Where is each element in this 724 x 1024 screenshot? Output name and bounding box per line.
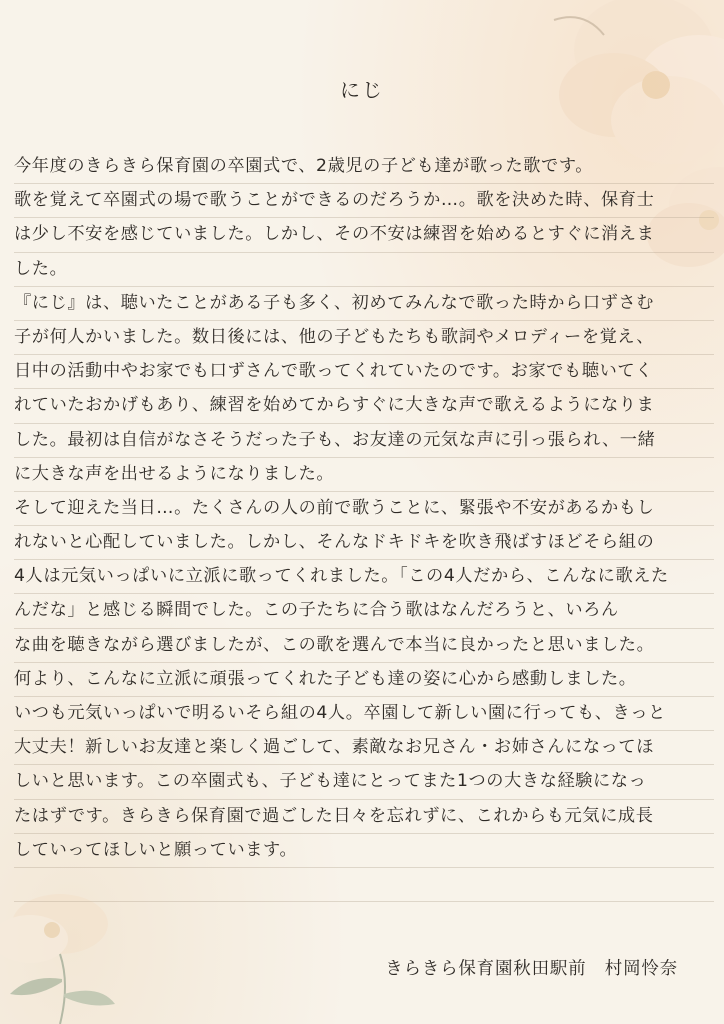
text-line: しいと思います。この卒園式も、子ども達にとってまた1つの大きな経験になっ — [14, 765, 714, 799]
text-line: は少し不安を感じていました。しかし、その不安は練習を始めるとすぐに消えま — [14, 218, 714, 252]
page-title: にじ — [340, 78, 384, 102]
text-line: 今年度のきらきら保育園の卒園式で、2歳児の子ども達が歌った歌です。 — [14, 150, 714, 184]
text-line: いつも元気いっぱいで明るいそら組の4人。卒園して新しい園に行っても、きっと — [14, 697, 714, 731]
text-line: 歌を覚えて卒園式の場で歌うことができるのだろうか…。歌を決めた時、保育士 — [14, 184, 714, 218]
text-line: な曲を聴きながら選びましたが、この歌を選んで本当に良かったと思いました。 — [14, 629, 714, 663]
text-line: 何より、こんなに立派に頑張ってくれた子ども達の姿に心から感動しました。 — [14, 663, 714, 697]
text-line: れていたおかげもあり、練習を始めてからすぐに大きな声で歌えるようになりま — [14, 389, 714, 423]
text-line: 『にじ』は、聴いたことがある子も多く、初めてみんなで歌った時から口ずさむ — [14, 287, 714, 321]
text-line: んだな」と感じる瞬間でした。この子たちに合う歌はなんだろうと、いろん — [14, 594, 714, 628]
flower-decoration-bottom-icon — [0, 884, 180, 1024]
text-line: した。 — [14, 253, 714, 287]
text-line: 子が何人かいました。数日後には、他の子どもたちも歌詞やメロディーを覚え、 — [14, 321, 714, 355]
text-line: に大きな声を出せるようになりました。 — [14, 458, 714, 492]
signature: きらきら保育園秋田駅前 村岡怜奈 — [385, 959, 678, 979]
text-line: そして迎えた当日…。たくさんの人の前で歌うことに、緊張や不安があるかもし — [14, 492, 714, 526]
text-line: たはずです。きらきら保育園で過ごした日々を忘れずに、これからも元気に成長 — [14, 800, 714, 834]
empty-ruled-line — [14, 868, 714, 902]
text-line: した。最初は自信がなさそうだった子も、お友達の元気な声に引っ張られ、一緒 — [14, 424, 714, 458]
text-line: していってほしいと願っています。 — [14, 834, 714, 868]
text-line: 4人は元気いっぱいに立派に歌ってくれました。「この4人だから、こんなに歌えた — [14, 560, 714, 594]
letter-body — [14, 150, 714, 902]
text-line: 大丈夫！新しいお友達と楽しく過ごして、素敵なお兄さん・お姉さんになってほ — [14, 731, 714, 765]
text-line: 日中の活動中やお家でも口ずさんで歌ってくれていたのです。お家でも聴いてく — [14, 355, 714, 389]
text-line: れないと心配していました。しかし、そんなドキドキを吹き飛ばすほどそら組の — [14, 526, 714, 560]
